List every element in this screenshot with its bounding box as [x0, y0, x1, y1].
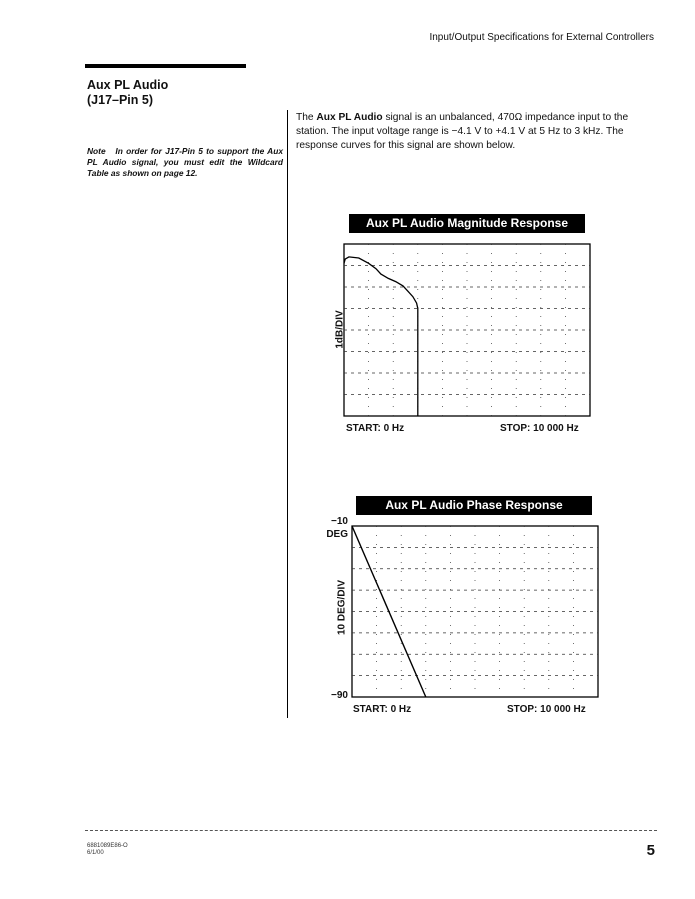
- phase-y-top-unit: DEG: [326, 529, 348, 540]
- footer-rule: [85, 830, 657, 831]
- page-number: 5: [646, 842, 655, 859]
- running-header: Input/Output Specifications for External Controllers: [429, 32, 654, 43]
- magnitude-y-axis-label: 1dB/DIV: [334, 310, 346, 349]
- body-sentence1: signal is an unbalanced, 470Ω impedance input to the station. The input voltage range is −4.1 V to +4.1 V at 5 Hz to 3 kHz.: [296, 112, 629, 137]
- phase-y-top-value: −10: [331, 516, 348, 527]
- body-prefix: The: [296, 112, 317, 123]
- phase-chart-title: Aux PL Audio Phase Response: [356, 496, 592, 515]
- magnitude-series-line: [344, 257, 418, 416]
- body-sentence2: The response curves for this signal are shown below.: [296, 126, 624, 151]
- magnitude-chart: [344, 244, 590, 416]
- note-text: In order for J17-Pin 5 to support the Aux PL Audio signal, you must edit the Wildcard Table as shown on page 12.: [87, 146, 284, 178]
- body-bold-term: Aux PL Audio: [316, 112, 383, 123]
- section-title-line2: (J17–Pin 5): [87, 93, 154, 107]
- section-title-line1: Aux PL Audio: [87, 78, 169, 92]
- note: [87, 146, 283, 178]
- magnitude-start-label: START: 0 Hz: [346, 423, 405, 434]
- section-title: [87, 78, 168, 108]
- magnitude-stop-label: STOP: 10 000 Hz: [500, 423, 579, 434]
- footer-doc-code: 6881089E86-O 6/1/00: [87, 843, 128, 856]
- phase-y-axis-label: 10 DEG/DIV: [336, 579, 348, 636]
- magnitude-chart-title: Aux PL Audio Magnitude Response: [349, 214, 585, 233]
- phase-start-label: START: 0 Hz: [353, 704, 412, 715]
- section-rule: [85, 64, 246, 68]
- phase-chart: [352, 526, 598, 697]
- phase-y-bottom-value: −90: [331, 690, 348, 701]
- phase-series-line: [352, 526, 426, 697]
- note-label: Note: [87, 146, 106, 156]
- body-paragraph: [296, 111, 658, 153]
- column-divider: [287, 110, 288, 718]
- phase-stop-label: STOP: 10 000 Hz: [507, 704, 586, 715]
